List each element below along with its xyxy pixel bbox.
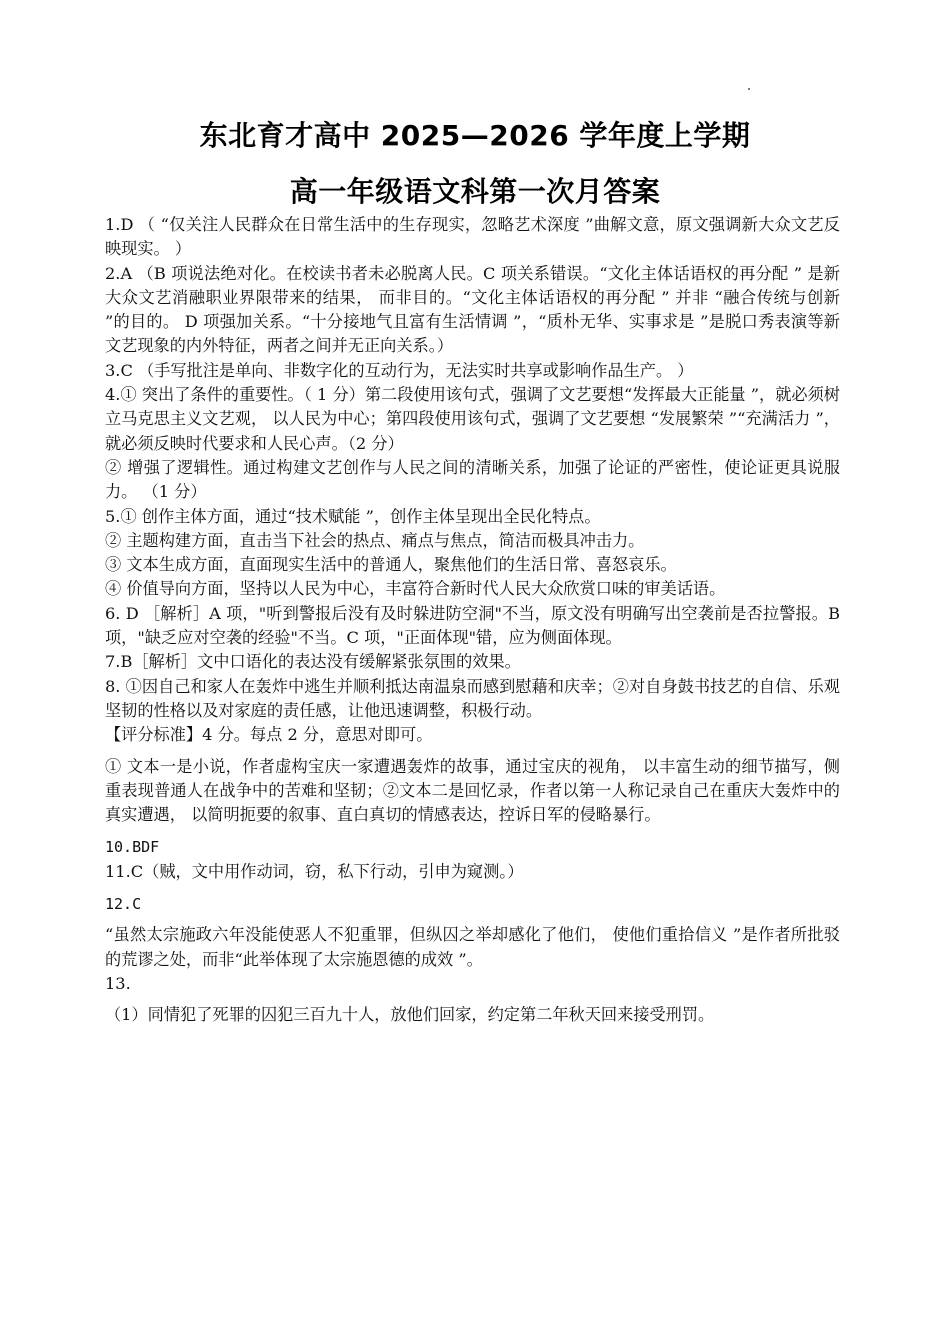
page-title-line2: 高一年级语文科第一次月答案	[289, 175, 661, 208]
answer-11: 11.C（贼，文中用作动词，窃，私下行动，引申为窥测。）	[105, 861, 524, 881]
answer-4-part2: ② 增强了逻辑性。通过构建文艺创作与人民之间的清晰关系，加强了论证的严密性，使论证更具说服力。 （1 分）	[105, 457, 840, 502]
answer-1: 1.D （ “仅关注人民群众在日常生活中的生存现实，忽略艺术深度 ”曲解文意，原文强调新大众文艺反映现实。 ）	[105, 215, 840, 259]
answer-5-point4: ④ 价值导向方面，坚持以人民为中心，丰富符合新时代人民大众欣赏口味的审美话语。	[105, 579, 726, 599]
answer-5-point3: ③ 文本生成方面，直面现实生活中的普通人，聚焦他们的生活日常、喜怒哀乐。	[105, 555, 677, 575]
page-title-line1: 东北育才高中 2025—2026 学年度上学期	[199, 119, 751, 152]
answer-4-part1: 4.① 突出了条件的重要性。（ 1 分）第二段使用该句式，强调了文艺要想“发挥最大正能量 ”，就必须树立马克思主义文艺观， 以人民为中心；第四段使用该句式，强调了文艺要想 “发展繁荣 ”“充满活力 ”，就必须反映时代要求和人民心声。（2 分）	[105, 385, 840, 453]
answer-12: 12.C	[105, 895, 142, 914]
answer-9: ① 文本一是小说，作者虚构宝庆一家遭遇轰炸的故事，通过宝庆的视角， 以丰富生动的细节描写，侧重表现普通人在战争中的苦难和坚韧；②文本二是回忆录，作者以第一人称记录自己在重庆大轰炸中的真实遭遇， 以简明扼要的叙事、直白真切的情感表达，控诉日军的侵略暴行。	[105, 756, 840, 825]
answer-6: 6. D ［解析］A 项，"听到警报后没有及时躲进防空洞"不当，原文没有明确写出空袭前是否拉警报。B 项，"缺乏应对空袭的经验"不当。C 项，"正面体现"错，应为侧面体现。	[105, 603, 840, 648]
answer-5-point1: 5.① 创作主体方面，通过“技术赋能 ”，创作主体呈现出全民化特点。	[105, 506, 601, 526]
answer-13-part1: （1）同情犯了死罪的囚犯三百九十人，放他们回家，约定第二年秋天回来接受刑罚。	[105, 1005, 715, 1025]
answer-list	[105, 213, 840, 1028]
answer-2: 2.A （B 项说法绝对化。在校读书者未必脱离人民。C 项关系错误。“文化主体话语权的再分配 ” 是新大众文艺消融职业界限带来的结果， 而非目的。“文化主体话语权的再分配 ” 并非 “融合传统与创新 ”的目的。 D 项强加关系。“十分接地气且富有生活情调 ”，“质朴无华、实事求是 ”是脱口秀表演等新文艺现象的内外特征，两者之间并无正向关系。）	[105, 263, 840, 356]
scoring-criteria: 【评分标准】4 分。每点 2 分，意思对即可。	[105, 725, 433, 745]
answer-13: 13.	[105, 973, 131, 993]
answer-5-point2: ② 主题构建方面，直击当下社会的热点、痛点与焦点，简洁而极具冲击力。	[105, 530, 645, 550]
answer-12-explanation: “虽然太宗施政六年没能使恶人不犯重罪，但纵囚之举却感化了他们， 使他们重拾信义 ”是作者所批驳的荒谬之处，而非“此举体现了太宗施恩德的成效 ”。	[105, 925, 840, 969]
answer-8: 8. ①因自己和家人在轰炸中逃生并顺利抵达南温泉而感到慰藉和庆幸；②对自身鼓书技艺的自信、乐观坚韧的性格以及对家庭的责任感，让他迅速调整，积极行动。	[105, 676, 840, 720]
answer-7: 7.B［解析］文中口语化的表达没有缓解紧张氛围的效果。	[105, 652, 521, 672]
answer-3: 3.C （手写批注是单向、非数字化的互动行为，无法实时共享或影响作品生产。 ）	[105, 360, 694, 380]
answer-10: 10.BDF	[105, 838, 160, 857]
scan-dot	[748, 88, 750, 90]
